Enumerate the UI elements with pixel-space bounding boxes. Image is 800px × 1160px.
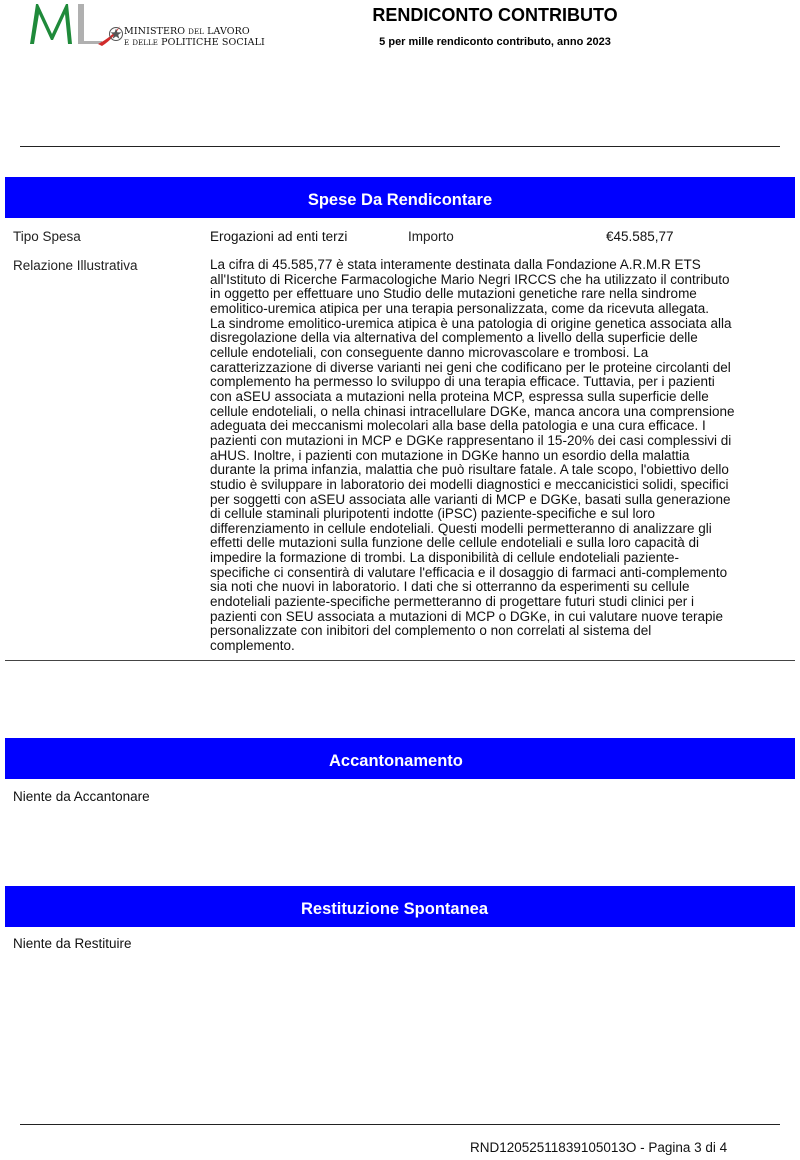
tipo-spesa-value: Erogazioni ad enti terzi xyxy=(210,229,348,244)
ministry-logo xyxy=(28,0,265,50)
relazione-illustrativa-text xyxy=(210,258,785,654)
accantonamento-text: Niente da Accantonare xyxy=(13,789,150,804)
relazione-line: specifiche ci consentirà di valutare l'efficacia e il dosaggio di farmaci anti-complemento xyxy=(210,564,728,580)
section-heading-spese: Spese Da Rendicontare xyxy=(5,177,795,218)
importo-value: €45.585,77 xyxy=(606,229,674,244)
relazione-line: aHUS. Inoltre, i pazienti con mutazione in DGKe hanno un esordio della malattia xyxy=(210,447,690,463)
section-heading-accantonamento: Accantonamento xyxy=(5,738,795,779)
relazione-line: La sindrome emolitico-uremica atipica è una patologia di origine genetica associata alla xyxy=(210,315,732,331)
relazione-line: personalizzate con inibitori del complemento o non correlati al sistema del xyxy=(210,623,652,639)
ministry-name-line1: MINISTERO del LAVORO xyxy=(124,26,250,37)
relazione-line: pazienti con mutazioni in MCP e DGKe rappresentano il 15-20% dei casi complessivi di xyxy=(210,432,732,448)
tipo-spesa-label: Tipo Spesa xyxy=(13,229,81,244)
relazione-line: studio è sviluppare in laboratorio dei modelli diagnostici e meccanicistici solidi, specifici xyxy=(210,476,729,492)
header-divider xyxy=(20,146,780,147)
relazione-line: all'Istituto di Ricerche Farmacologiche Mario Negri IRCCS che ha utilizzato il contributo xyxy=(210,271,730,287)
relazione-line: disregolazione della via alternativa del complemento a livello della superficie delle xyxy=(210,330,698,346)
relazione-line: per soggetti con aSEU associata alle varianti di MCP e DGKe, basati sulla generazione xyxy=(210,491,731,507)
relazione-line: complemento. xyxy=(210,638,295,654)
relazione-line: adeguata dei meccanismi molecolari alla base della patologia e una cura efficace. I xyxy=(210,418,706,434)
relazione-line: complemento ha permesso lo sviluppo di una terapia efficace. Tuttavia, per i pazienti xyxy=(210,374,715,390)
section-heading-restituzione: Restituzione Spontanea xyxy=(5,886,795,927)
relazione-line: caratterizzazione di diverse varianti nei geni che codificano per le proteine circolanti del xyxy=(210,359,731,375)
restituzione-text: Niente da Restituire xyxy=(13,936,132,951)
footer-divider xyxy=(20,1124,780,1125)
relazione-line: differenziamento in cellule endoteliali. Questi modelli permetteranno di analizzare gli xyxy=(210,520,712,536)
row-divider xyxy=(5,660,795,661)
relazione-illustrativa-label: Relazione Illustrativa xyxy=(13,258,138,273)
relazione-line: cellule endoteliali, o nella chinasi intracellulare DGKe, manca ancora una comprensione xyxy=(210,403,735,419)
relazione-line: cellule endoteliali, con conseguente danno microvascolare e trombosi. La xyxy=(210,344,649,360)
ministry-name xyxy=(124,26,265,48)
relazione-line: endoteliali paziente-specifiche permetteranno di progettare futuri studi clinici per i xyxy=(210,594,695,610)
document-subtitle: 5 per mille rendiconto contributo, anno 2023 xyxy=(379,36,611,48)
ministry-name-line2: e delle POLITICHE SOCIALI xyxy=(124,37,265,48)
relazione-line: effetti delle mutazioni sulla funzione delle cellule endoteliali e sulla loro capacità di xyxy=(210,535,700,551)
importo-label: Importo xyxy=(408,229,454,244)
relazione-line: impedire la formazione di trombi. La disponibilità di cellule endoteliali paziente- xyxy=(210,550,680,566)
relazione-line: in oggetto per effettuare uno Studio delle mutazioni genetiche rare nella sindrome xyxy=(210,286,697,302)
relazione-line: sia noti che nuovi in laboratorio. I dati che si otterranno da esperimenti su cellule xyxy=(210,579,690,595)
document-title: RENDICONTO CONTRIBUTO xyxy=(372,5,618,25)
italian-emblem-icon xyxy=(108,26,124,42)
relazione-line: durante la prima infanzia, malattia che può risultare fatale. A tale scopo, l'obiettivo dello xyxy=(210,462,729,478)
relazione-line: con aSEU associata a mutazioni nella proteina MCP, espressa sulla superficie delle xyxy=(210,388,709,404)
relazione-line: La cifra di 45.585,77 è stata interamente destinata dalla Fondazione A.R.M.R ETS xyxy=(210,257,701,272)
relazione-line: pazienti con SEU associata a mutazioni di MCP o DGKe, in cui valutare nuove terapie xyxy=(210,608,724,624)
relazione-line: emolitico-uremica atipica per una terapia personalizzata, come da ricevuta allegata. xyxy=(210,300,710,316)
relazione-line: di cellule staminali pluripotenti indotte (iPSC) paziente-specifiche e sul loro xyxy=(210,506,655,522)
page-footer: RND12052511839105013O - Pagina 3 di 4 xyxy=(470,1140,728,1155)
